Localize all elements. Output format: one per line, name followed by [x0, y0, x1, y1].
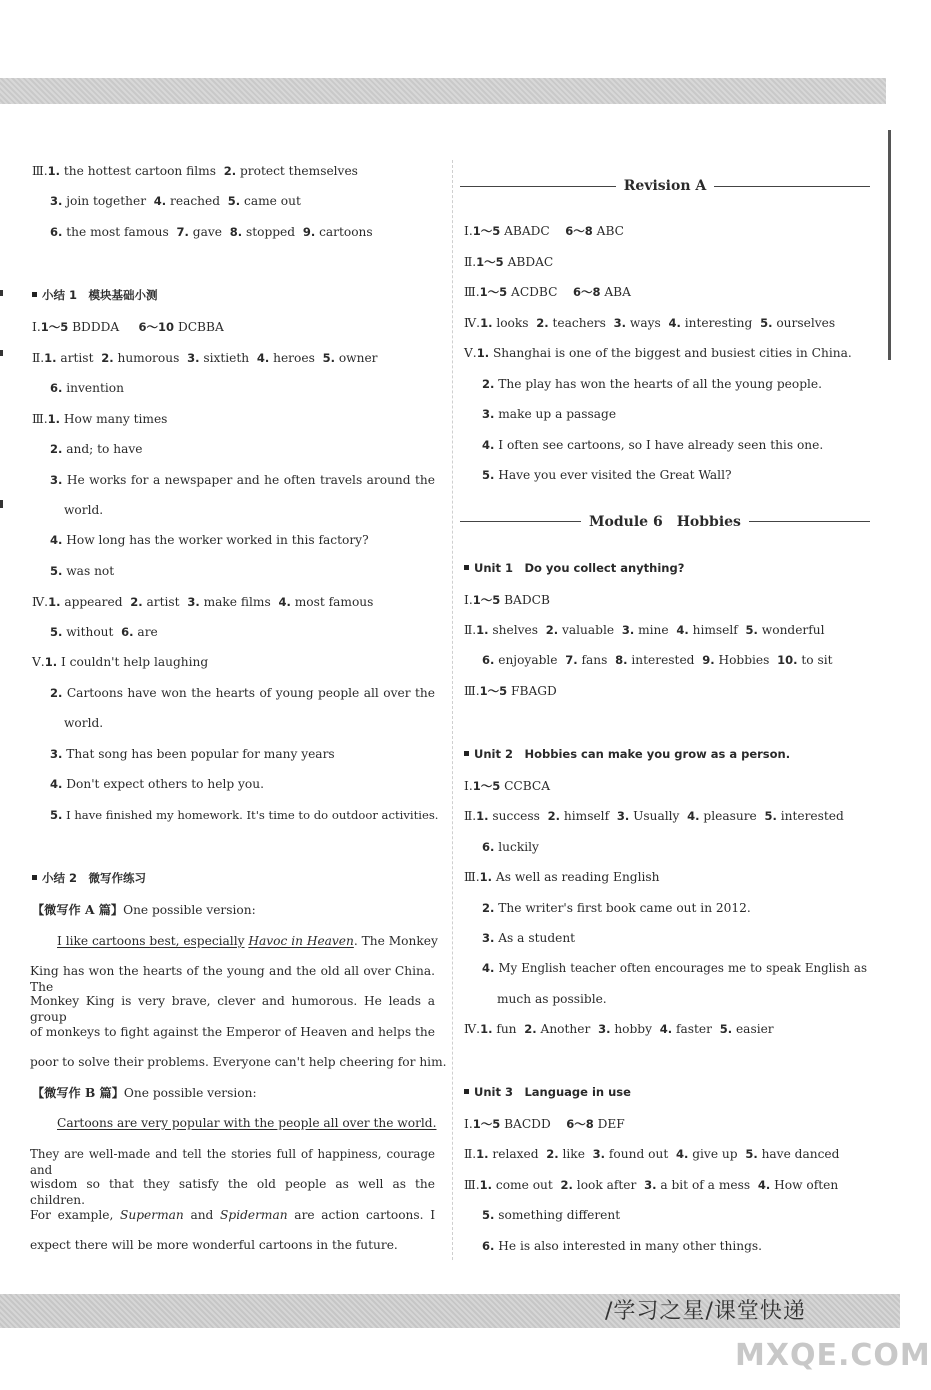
answer: cartoons — [319, 225, 373, 239]
revision-row3: Ⅲ.1～5 ACDBC 6～8 ABA — [464, 285, 631, 299]
unit3-header: Unit 3 Language in use — [464, 1084, 631, 1100]
item-number: 6. — [50, 225, 63, 239]
writing-a-label: 【微写作 A 篇】One possible version: — [32, 903, 256, 917]
quiz1-row5b-cont: world. — [64, 716, 104, 730]
quiz1-row2b: 6. invention — [50, 381, 124, 395]
quiz1-row5b: 2. Cartoons have won the hearts of young people all over the — [50, 686, 435, 700]
footer-brand: /学习之星/课堂快递 — [605, 1299, 806, 1324]
quiz1-row3: Ⅲ.1. How many times — [32, 412, 168, 426]
answer: stopped — [245, 225, 296, 239]
quiz1-row5c: 3. That song has been popular for many years — [50, 747, 335, 761]
writing-a-line4: of monkeys to fight against the Emperor of Heaven and helps the — [30, 1025, 435, 1039]
revision-title: Revision A — [460, 178, 870, 194]
quiz1-row3e: 5. was not — [50, 564, 115, 578]
unit2-row2b: 6. luckily — [482, 840, 539, 854]
item-number: 3. — [50, 194, 63, 208]
quiz1-row3c: 3. He works for a newspaper and he often travels around the — [50, 473, 435, 487]
answer: reached — [170, 194, 221, 208]
column-divider — [452, 160, 453, 1260]
unit2-row3c: 3. As a student — [482, 931, 576, 945]
quiz1-row3d: 4. How long has the worker worked in this factory? — [50, 533, 369, 547]
quiz1-row4: Ⅳ.1. appeared 2. artist 3. make films 4. most famous — [32, 595, 374, 609]
unit1-row1: Ⅰ.1～5 BADCB — [464, 593, 550, 607]
revision-row4: Ⅳ.1. looks 2. teachers 3. ways 4. interesting 5. ourselves — [464, 316, 836, 330]
quiz1-row2: Ⅱ.1. artist 2. humorous 3. sixtieth 4. heroes 5. owner — [32, 351, 378, 365]
revision-row5e: 5. Have you ever visited the Great Wall? — [482, 468, 732, 482]
watermark: MXQE.COM — [735, 1338, 931, 1373]
square-bullet-icon — [464, 1089, 469, 1094]
writing-b-label: 【微写作 B 篇】One possible version: — [32, 1086, 257, 1100]
unit2-row2: Ⅱ.1. success 2. himself 3. Usually 4. pleasure 5. interested — [464, 809, 844, 823]
quiz1-header: 小结 1 模块基础小测 — [32, 287, 158, 303]
item-number: 5. — [227, 194, 241, 208]
unit3-row3b: 5. something different — [482, 1208, 621, 1222]
writing-a-line1: I like cartoons best, especially Havoc in Heaven. The Monkey — [57, 934, 438, 948]
quiz1-row1: Ⅰ.1～5 BDDDA 6～10 DCBBA — [32, 320, 224, 334]
item-number: 9. — [302, 225, 316, 239]
revision-row1: Ⅰ.1～5 ABADC 6～8 ABC — [464, 224, 624, 238]
unit1-row2b: 6. enjoyable 7. fans 8. interested 9. Hobbies 10. to sit — [482, 653, 833, 667]
unit1-header: Unit 1 Do you collect anything? — [464, 560, 684, 576]
writing-b-line5: expect there will be more wonderful cartoons in the future. — [30, 1238, 398, 1252]
item-number: 7. — [176, 225, 189, 239]
answer: the hottest cartoon films — [63, 164, 216, 178]
series-name: 课堂快递 — [713, 1299, 806, 1324]
unit3-row3c: 6. He is also interested in many other things. — [482, 1239, 763, 1253]
revision-row5b: 2. The play has won the hearts of all the young people. — [482, 377, 823, 391]
answer: came out — [244, 194, 301, 208]
item-number: 2. — [223, 164, 237, 178]
s3-line2 — [50, 193, 301, 209]
square-bullet-icon — [32, 875, 37, 880]
quiz1-row5: Ⅴ.1. I couldn't help laughing — [32, 655, 209, 669]
scan-edge-mark — [0, 500, 3, 508]
item-number: 8. — [229, 225, 243, 239]
header-band — [0, 78, 886, 104]
module6-title: Module 6 Hobbies — [460, 511, 870, 531]
square-bullet-icon — [32, 292, 37, 297]
scan-edge-mark — [0, 290, 3, 296]
s3-line1 — [32, 163, 358, 179]
square-bullet-icon — [464, 565, 469, 570]
s3-line3 — [50, 224, 373, 240]
unit3-row1: Ⅰ.1～5 BACDD 6～8 DEF — [464, 1117, 625, 1131]
unit2-row3b: 2. The writer's first book came out in 2012. — [482, 901, 751, 915]
square-bullet-icon — [464, 751, 469, 756]
unit1-row2: Ⅱ.1. shelves 2. valuable 3. mine 4. himself 5. wonderful — [464, 623, 825, 637]
quiz2-header: 小结 2 微写作练习 — [32, 870, 146, 886]
unit2-row3: Ⅲ.1. As well as reading English — [464, 870, 660, 884]
writing-b-line4: For example, Superman and Spiderman are action cartoons. I — [30, 1208, 436, 1222]
writing-a-line2: King has won the hearts of the young and the old all over China. The — [30, 964, 435, 994]
answer: join together — [66, 194, 147, 208]
writing-b-line2: They are well-made and tell the stories full of happiness, courage and — [30, 1147, 435, 1177]
writing-a-line5: poor to solve their problems. Everyone can't help cheering for him. — [30, 1055, 447, 1069]
quiz1-row3b: 2. and; to have — [50, 442, 143, 456]
quiz1-row5e: 5. I have finished my homework. It's time to do outdoor activities. — [50, 808, 439, 822]
unit2-header: Unit 2 Hobbies can make you grow as a person. — [464, 746, 790, 762]
revision-row5c: 3. make up a passage — [482, 407, 617, 421]
writing-b-line3: wisdom so that they satisfy the old people as well as the children. — [30, 1177, 435, 1207]
roman-numeral: Ⅲ. — [32, 164, 48, 178]
writing-b-line1: Cartoons are very popular with the people all over the world. — [57, 1116, 437, 1130]
answer: the most famous — [66, 225, 169, 239]
answer: gave — [192, 225, 222, 239]
unit3-row3: Ⅲ.1. come out 2. look after 3. a bit of a mess 4. How often — [464, 1178, 839, 1192]
revision-row5: Ⅴ.1. Shanghai is one of the biggest and busiest cities in China. — [464, 346, 852, 360]
unit2-row4: Ⅳ.1. fun 2. Another 3. hobby 4. faster 5. easier — [464, 1022, 774, 1036]
item-number: 1. — [47, 164, 61, 178]
answer: protect themselves — [240, 164, 358, 178]
revision-row5d: 4. I often see cartoons, so I have already seen this one. — [482, 438, 824, 452]
unit2-row1: Ⅰ.1～5 CCBCA — [464, 779, 551, 793]
revision-row2: Ⅱ.1～5 ABDAC — [464, 255, 554, 269]
unit3-row2: Ⅱ.1. relaxed 2. like 3. found out 4. give up 5. have danced — [464, 1147, 840, 1161]
item-number: 4. — [153, 194, 167, 208]
brand-name: 学习之星 — [613, 1299, 706, 1324]
scan-edge-mark — [888, 130, 891, 360]
unit1-row3: Ⅲ.1～5 FBAGD — [464, 684, 557, 698]
quiz1-row4b: 5. without 6. are — [50, 625, 158, 639]
quiz1-row3c-cont: world. — [64, 503, 104, 517]
quiz1-row5d: 4. Don't expect others to help you. — [50, 777, 264, 791]
scan-edge-mark — [0, 350, 3, 356]
unit2-row3d-cont: much as possible. — [497, 992, 607, 1006]
unit2-row3d: 4. My English teacher often encourages me to speak English as — [482, 961, 867, 975]
writing-a-line3: Monkey King is very brave, clever and humorous. He leads a group — [30, 994, 435, 1024]
